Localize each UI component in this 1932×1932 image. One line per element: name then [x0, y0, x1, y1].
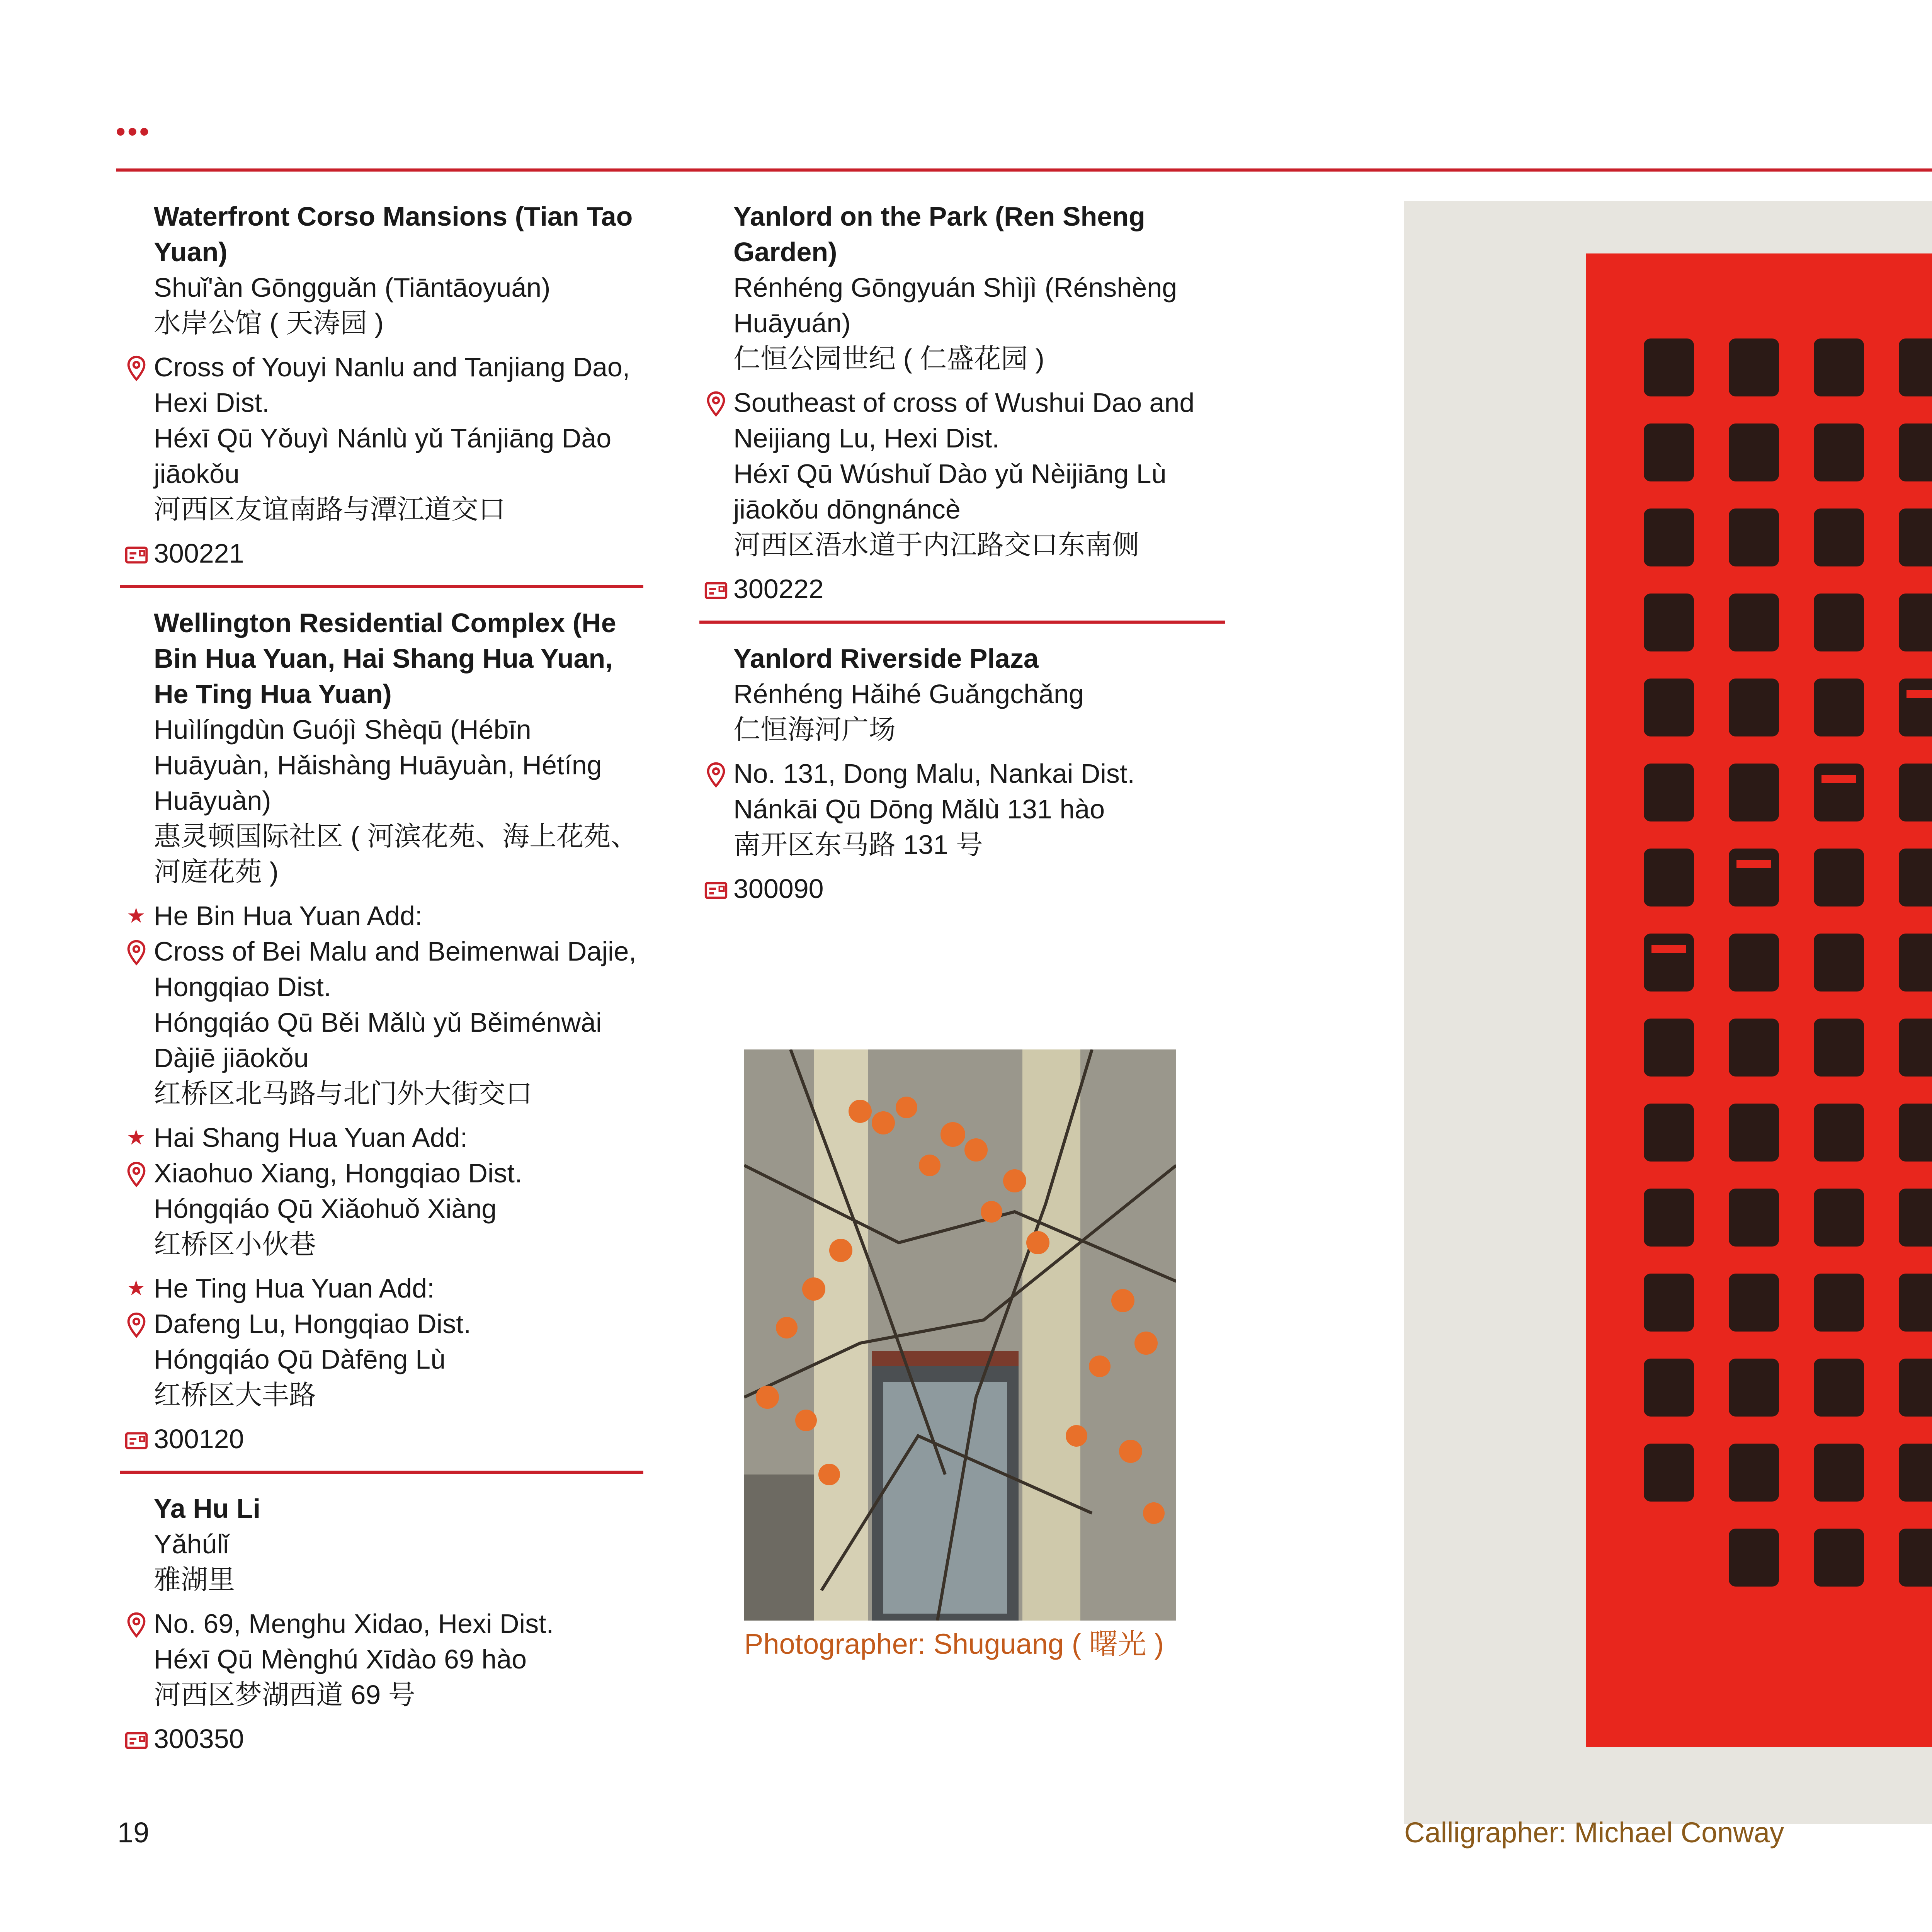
sub-label: He Ting Hua Yuan Add:: [154, 1273, 435, 1303]
address-line: 河西区梦湖西道 69 号: [154, 1680, 415, 1710]
address-line: Hóngqiáo Qū Xiǎohuǒ Xiàng: [154, 1194, 497, 1224]
sub-address-label: [120, 898, 643, 934]
listing-column-middle: [699, 199, 1225, 906]
postcode-row: [120, 1721, 643, 1757]
address-line: Hóngqiáo Qū Dàfēng Lù: [154, 1344, 446, 1374]
location-pin-icon: [123, 1161, 150, 1188]
location-pin-icon: [123, 1611, 150, 1638]
entry-chinese: 仁恒海河广场: [733, 714, 896, 745]
address-line: Nánkāi Qū Dōng Mǎlù 131 hào: [733, 794, 1105, 824]
sub-label: Hai Shang Hua Yuan Add:: [154, 1122, 468, 1153]
location-pin-icon: [123, 355, 150, 382]
postcode-icon: [123, 1427, 150, 1454]
address-line: Xiaohuo Xiang, Hongqiao Dist.: [154, 1158, 522, 1188]
entry-name: Wellington Residential Complex (He Bin Hua Yuan, Hai Shang Hua Yuan, He Ting Hua Yuan): [154, 608, 616, 709]
entry-separator: [120, 585, 643, 588]
location-pin-icon: [123, 939, 150, 966]
address-block: [120, 1155, 643, 1262]
address-line: Hóngqiáo Qū Běi Mǎlù yǔ Běiménwài: [154, 1007, 602, 1037]
header-rule: [116, 168, 1932, 172]
star-icon: ★: [127, 1277, 146, 1300]
postcode-icon: [702, 876, 730, 903]
listing-entry: [120, 605, 643, 1457]
entry-chinese: 仁恒公园世纪 ( 仁盛花园 ): [733, 344, 1044, 374]
address-block: [699, 385, 1225, 563]
listing-entry: [699, 199, 1225, 607]
postcode: 300090: [733, 874, 824, 904]
address-line: 河西区友谊南路与潭江道交口: [154, 494, 505, 524]
entry-chinese: 惠灵顿国际社区 ( 河滨花苑、海上花苑、河庭花苑 ): [154, 821, 638, 887]
address-block: [120, 934, 643, 1111]
address-block: [120, 1306, 643, 1413]
page-number-left: 19: [117, 1816, 150, 1849]
address-block: [120, 1606, 643, 1713]
postcode-icon: [123, 541, 150, 568]
star-icon: ★: [127, 1126, 146, 1149]
postcode-row: [699, 871, 1225, 906]
entry-pinyin: Shuǐ'àn Gōngguǎn (Tiāntāoyuán): [154, 272, 551, 303]
postcode: 300120: [154, 1424, 244, 1454]
address-block: [120, 349, 643, 527]
postcode-icon: [702, 577, 730, 604]
entry-chinese: 雅湖里: [154, 1565, 235, 1595]
address-line: 红桥区大丰路: [154, 1380, 316, 1410]
seal-script-calligraphy-image: [1586, 253, 1932, 1747]
postcode-row: [120, 1421, 643, 1457]
listing-entry: [120, 199, 643, 571]
entry-name: Yanlord Riverside Plaza: [733, 643, 1039, 673]
star-icon: ★: [127, 904, 146, 927]
address-line: Cross of Bei Malu and Beimenwai Dajie,: [154, 936, 636, 966]
persimmon-photo: [744, 1049, 1176, 1621]
entry-name: Yanlord on the Park (Ren Sheng Garden): [733, 201, 1145, 267]
address-line: 河西区浯水道于内江路交口东南侧: [733, 530, 1139, 560]
address-line: Héxī Qū Yǒuyì Nánlù yǔ Tánjiāng Dào: [154, 423, 612, 453]
address-line: No. 131, Dong Malu, Nankai Dist.: [733, 759, 1135, 789]
header-dots: •••: [116, 116, 151, 146]
address-block: [699, 756, 1225, 862]
address-line: Dàjiē jiāokǒu: [154, 1043, 309, 1073]
address-line: Héxī Qū Wúshuǐ Dào yǔ Nèijiāng Lù: [733, 459, 1167, 489]
entry-separator: [699, 621, 1225, 624]
photo-caption: Photographer: Shuguang ( 曙光 ): [744, 1628, 1164, 1660]
entry-pinyin: Rénhéng Hǎihé Guǎngchǎng: [733, 679, 1084, 709]
address-line: 红桥区北马路与北门外大街交口: [154, 1078, 532, 1109]
address-line: 红桥区小伙巷: [154, 1229, 316, 1259]
location-pin-icon: [702, 390, 730, 417]
address-line: Hongqiao Dist.: [154, 972, 332, 1002]
location-pin-icon: [123, 1311, 150, 1338]
listing-entry: [699, 641, 1225, 906]
listing-entry: [120, 1491, 643, 1757]
calligraphy-artwork: [1586, 253, 1932, 1747]
address-line: 南开区东马路 131 号: [733, 830, 983, 860]
postcode-row: [699, 571, 1225, 607]
address-line: Hexi Dist.: [154, 388, 270, 418]
entry-chinese: 水岸公馆 ( 天涛园 ): [154, 308, 384, 338]
location-pin-icon: [702, 761, 730, 788]
address-line: Cross of Youyi Nanlu and Tanjiang Dao,: [154, 352, 630, 382]
entry-separator: [120, 1471, 643, 1474]
listing-column-left: [120, 199, 643, 1757]
address-line: jiāokǒu dōngnáncè: [733, 494, 961, 524]
sub-address-label: [120, 1270, 643, 1306]
address-line: jiāokǒu: [154, 459, 240, 489]
calligraphy-caption: Calligrapher: Michael Conway: [1404, 1816, 1784, 1849]
sub-label: He Bin Hua Yuan Add:: [154, 901, 423, 931]
postcode-row: [120, 536, 643, 571]
entry-pinyin: Huìlíngdùn Guójì Shèqū (Hébīn Huāyuàn, Hǎishàng Huāyuàn, Hétíng Huāyuàn): [154, 714, 602, 816]
address-line: Héxī Qū Mènghú Xīdào 69 hào: [154, 1644, 527, 1674]
address-line: No. 69, Menghu Xidao, Hexi Dist.: [154, 1609, 554, 1639]
address-line: Neijiang Lu, Hexi Dist.: [733, 423, 1000, 453]
sub-address-label: [120, 1120, 643, 1155]
entry-name: Ya Hu Li: [154, 1493, 261, 1524]
postcode: 300350: [154, 1724, 244, 1754]
postcode: 300222: [733, 574, 824, 604]
postcode: 300221: [154, 538, 244, 568]
entry-pinyin: Yǎhúlǐ: [154, 1529, 229, 1559]
address-line: Dafeng Lu, Hongqiao Dist.: [154, 1309, 471, 1339]
postcode-icon: [123, 1726, 150, 1753]
persimmon-tree-image: [744, 1049, 1176, 1621]
entry-name: Waterfront Corso Mansions (Tian Tao Yuan): [154, 201, 633, 267]
entry-pinyin: Rénhéng Gōngyuán Shìjì (Rénshèng Huāyuán): [733, 272, 1177, 338]
address-line: Southeast of cross of Wushui Dao and: [733, 388, 1195, 418]
